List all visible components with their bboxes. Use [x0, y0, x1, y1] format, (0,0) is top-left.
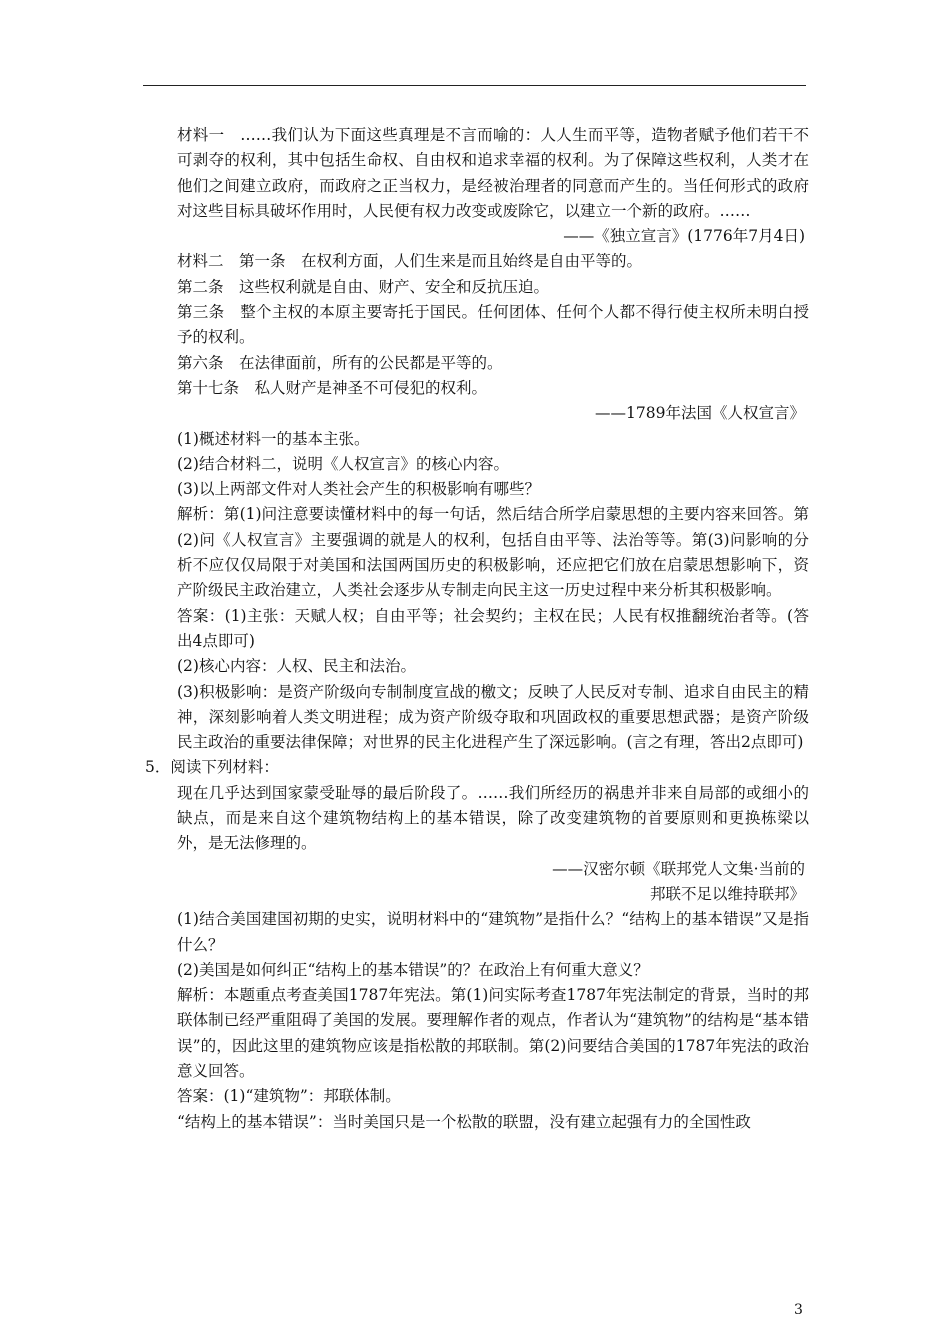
citation-3a: ——汉密尔顿《联邦党人文集·当前的: [552, 859, 805, 878]
material-2: 材料二 第一条 在权利方面，人们生来是而且始终是自由平等的。: [177, 252, 643, 271]
answer-4-1: 答案：(1)主张：天赋人权；自由平等；社会契约；主权在民；人民有权推翻统治者等。(答出4点即可): [177, 606, 809, 650]
document-body: [145, 123, 809, 1135]
question-5-2: (2)美国是如何纠正“结构上的基本错误”的？在政治上有何重大意义？: [177, 960, 649, 979]
question-1: (1)概述材料一的基本主张。: [177, 429, 370, 448]
answer-5-2: “结构上的基本错误”：当时美国只是一个松散的联盟，没有建立起强有力的全国性政: [177, 1112, 751, 1131]
article-6: 第六条 在法律面前，所有的公民都是平等的。: [177, 353, 503, 372]
article-3: 第三条 整个主权的本原主要寄托于国民。任何团体、任何个人都不得行使主权所未明白授予的权利。: [177, 303, 809, 347]
question-5-title: 5．阅读下列材料：: [145, 758, 279, 777]
answer-5-1: 答案：(1)“建筑物”：邦联体制。: [177, 1087, 401, 1106]
material-5: 现在几乎达到国家蒙受耻辱的最后阶段了。……我们所经历的祸患并非来自局部的或细小的缺点，而是来自这个建筑物结构上的基本错误，除了改变建筑物的首要原则和更换栋梁以外，是无法修理的。: [177, 783, 809, 853]
analysis-4: 解析：第(1)问注意要读懂材料中的每一句话，然后结合所学启蒙思想的主要内容来回答。第(2)问《人权宣言》主要强调的就是人的权利，包括自由平等、法治等等。第(3)问影响的分析不应仅仅局限于对美国和法国两国历史的积极影响，还应把它们放在启蒙思想影响下，资产阶级民主政治建立，人类社会逐步从专制走向民主这一历史过程中来分析其积极影响。: [177, 505, 809, 600]
header-rule: [143, 85, 806, 86]
material-1: 材料一 ……我们认为下面这些真理是不言而喻的：人人生而平等，造物者赋予他们若干不可剥夺的权利，其中包括生命权、自由权和追求幸福的权利。为了保障这些权利，人类才在他们之间建立政府，而政府之正当权力，是经被治理者的同意而产生的。当任何形式的政府对这些目标具破坏作用时，人民便有权力改变或废除它，以建立一个新的政府。……: [177, 126, 809, 220]
question-3: (3)以上两部文件对人类社会产生的积极影响有哪些？: [177, 480, 540, 499]
answer-4-2: (2)核心内容：人权、民主和法治。: [177, 657, 416, 676]
analysis-5: 解析：本题重点考查美国1787年宪法。第(1)问实际考查1787年宪法制定的背景，当时的邦联体制已经严重阻碍了美国的发展。要理解作者的观点，作者认为“建筑物”的结构是“基本错误”的，因此这里的建筑物应该是指松散的邦联制。第(2)问要结合美国的1787年宪法的政治意义回答。: [177, 986, 809, 1080]
answer-4-3: (3)积极影响：是资产阶级向专制制度宣战的檄文；反映了人民反对专制、追求自由民主的精神，深刻影响着人类文明进程；成为资产阶级夺取和巩固政权的重要思想武器；是资产阶级民主政治的重要法律保障；对世界的民主化进程产生了深远影响。(言之有理，答出2点即可): [177, 682, 809, 752]
citation-1: ——《独立宣言》(1776年7月4日): [563, 227, 805, 246]
citation-3b: 邦联不足以维持联邦》: [649, 884, 805, 903]
question-2: (2)结合材料二，说明《人权宣言》的核心内容。: [177, 454, 509, 473]
article-2: 第二条 这些权利就是自由、财产、安全和反抗压迫。: [177, 277, 550, 296]
citation-2: ——1789年法国《人权宣言》: [595, 404, 805, 423]
page-number: 3: [794, 1302, 803, 1318]
article-17: 第十七条 私人财产是神圣不可侵犯的权利。: [177, 378, 488, 397]
question-5-1: (1)结合美国建国初期的史实，说明材料中的“建筑物”是指什么？“结构上的基本错误”又是指什么？: [177, 910, 809, 954]
